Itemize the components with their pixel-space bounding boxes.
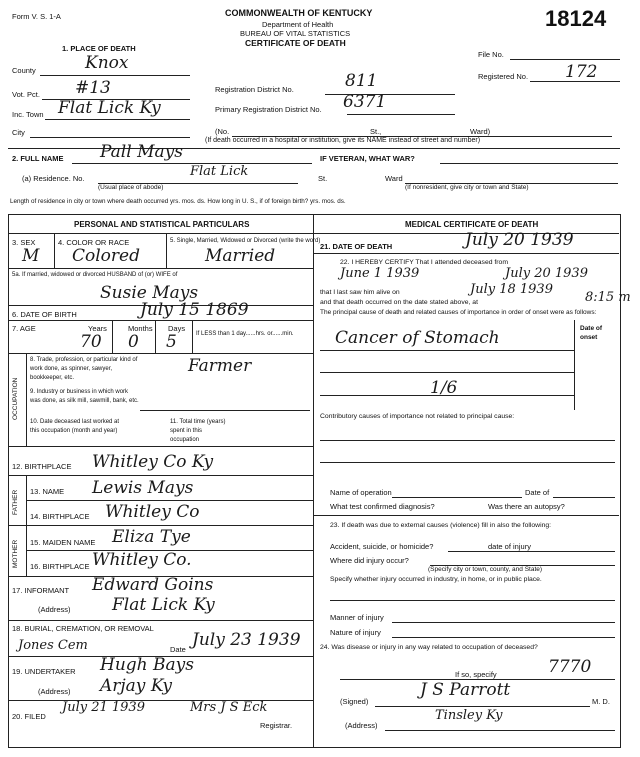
cause-line-2 xyxy=(320,372,574,373)
dod-label: 21. DATE OF DEATH xyxy=(320,242,393,251)
manner-line xyxy=(392,622,615,623)
signed-value: J S Parrott xyxy=(420,680,511,700)
form-number: Form V. S. 1-A xyxy=(12,12,61,21)
attended-to-value: July 20 1939 xyxy=(505,266,588,281)
full-name-value: Pall Mays xyxy=(100,142,183,162)
mother-birthplace-value: Whitley Co. xyxy=(92,550,192,570)
center-divider xyxy=(313,214,314,747)
primary-reg-value: 6371 xyxy=(343,92,387,112)
bureau: BUREAU OF VITAL STATISTICS xyxy=(240,29,351,38)
father-birthplace-value: Whitley Co xyxy=(105,502,200,522)
occupation-side-label: OCCUPATION xyxy=(12,377,19,420)
color-label: 4. COLOR OR RACE xyxy=(58,238,130,247)
no-label: (No. xyxy=(215,127,230,136)
cause-line-3 xyxy=(320,395,574,396)
specify-line-1 xyxy=(330,600,615,601)
file-no-label: File No. xyxy=(478,50,504,59)
undertaker-address-value: Arjay Ky xyxy=(100,676,173,696)
duration-value: 1/6 xyxy=(430,378,458,398)
row-rule-4 xyxy=(8,353,313,354)
primary-reg-line xyxy=(347,114,455,115)
registered-no-value: 172 xyxy=(565,62,598,82)
specify-label: Specify whether injury occurred in industry, in home, or in public place. xyxy=(330,576,542,583)
diagnosis-label: What test confirmed diagnosis? xyxy=(330,502,435,511)
primary-reg-label: Primary Registration District No. xyxy=(215,105,322,114)
occupation-b-label: 9. Industry or business in which work was done, as silk mill, sawmill, bank, etc. xyxy=(30,389,139,404)
operation-date-line xyxy=(553,497,615,498)
father-name-label: 13. NAME xyxy=(30,487,65,496)
attended-from-value: June 1 1939 xyxy=(340,266,420,281)
county-label: County xyxy=(12,66,36,75)
burial-value: Jones Cem xyxy=(18,638,88,653)
file-no-line xyxy=(510,59,620,60)
spouse-value: Susie Mays xyxy=(100,283,199,303)
last-saw-value: July 18 1939 xyxy=(470,282,553,297)
signed-label: (Signed) xyxy=(340,697,369,706)
birthplace-value: Whitley Co Ky xyxy=(92,452,214,472)
if-so-label: If so, specify xyxy=(455,670,497,679)
occupation-d-label: 11. Total time (years) spent in this occupation xyxy=(170,419,226,443)
contributory-label: Contributory causes of importance not related to principal cause: xyxy=(320,413,515,420)
mother-name-value: Eliza Tye xyxy=(112,527,191,547)
contributory-line-1 xyxy=(320,440,615,441)
section-heading-rule-top xyxy=(8,214,619,215)
state-title: COMMONWEALTH OF KENTUCKY xyxy=(225,8,373,18)
burial-date-value: July 23 1939 xyxy=(192,630,301,650)
age-divider-2 xyxy=(155,320,156,353)
date-onset-label: Date of onset xyxy=(580,325,603,341)
place-heading: 1. PLACE OF DEATH xyxy=(62,44,136,53)
sex-divider xyxy=(54,233,55,268)
age-days-value: 5 xyxy=(166,332,177,352)
less-than-label: If LESS than 1 day......hrs. or......min. xyxy=(196,331,294,337)
certificate-title: CERTIFICATE OF DEATH xyxy=(245,38,346,48)
occupation-a-label: 8. Trade, profession, or particular kind of work done, as spinner, sawyer, bookkeeper, etc. xyxy=(30,357,138,381)
dob-label: 6. DATE OF BIRTH xyxy=(12,310,77,319)
full-name-label: 2. FULL NAME xyxy=(12,154,64,163)
veteran-line xyxy=(440,163,618,164)
age-days-label: Days xyxy=(168,324,186,333)
father-birthplace-label: 14. BIRTHPLACE xyxy=(30,512,90,521)
operation-label: Name of operation xyxy=(330,488,392,497)
occupation-a-value: Farmer xyxy=(188,356,252,376)
certificate-number: 18124 xyxy=(545,6,607,31)
birthplace-label: 12. BIRTHPLACE xyxy=(12,462,72,471)
dob-value: July 15 1869 xyxy=(140,300,249,320)
mother-birthplace-label: 16. BIRTHPLACE xyxy=(30,562,90,571)
marital-value: Married xyxy=(205,246,276,266)
usual-place-note: (Usual place of abode) xyxy=(98,184,164,191)
contributory-line-2 xyxy=(320,462,615,463)
color-value: Colored xyxy=(72,246,140,266)
filed-label: 20. FILED xyxy=(12,712,46,721)
informant-address-value: Flat Lick Ky xyxy=(112,595,215,615)
row-rule-1 xyxy=(8,268,313,269)
row-rule-3 xyxy=(8,320,313,321)
residence-label: (a) Residence. No. xyxy=(22,174,85,183)
undertaker-label: 19. UNDERTAKER xyxy=(12,667,76,676)
filed-value: July 21 1939 xyxy=(62,700,145,715)
md-label: M. D. xyxy=(592,697,610,706)
length-residence-line: Length of residence in city or town where death occurred yrs. mos. ds. How long in U. S., if of foreign birth? yrs. mos. ds. xyxy=(10,198,346,205)
certify-label: 22. I HEREBY CERTIFY That I attended deceased from xyxy=(340,259,508,266)
age-divider-3 xyxy=(192,320,193,353)
autopsy-label: Was there an autopsy? xyxy=(488,502,565,511)
color-divider xyxy=(166,233,167,268)
occupation-side-divider xyxy=(26,353,27,446)
informant-label: 17. INFORMANT xyxy=(12,586,70,595)
burial-date-label: Date xyxy=(170,645,186,654)
nature-label: Nature of injury xyxy=(330,628,381,637)
department: Department of Health xyxy=(262,20,334,29)
reg-district-label: Registration District No. xyxy=(215,85,294,94)
nature-line xyxy=(392,637,615,638)
where-label: Where did injury occur? xyxy=(330,556,409,565)
registrar-label: Registrar. xyxy=(260,721,293,730)
ward-label: Ward) xyxy=(470,127,491,136)
principal-label: The principal cause of death and related causes of importance in order of onset were as follows: xyxy=(320,309,597,316)
disease-label: 24. Was disease or injury in any way related to occupation of deceased? xyxy=(320,644,538,651)
undertaker-value: Hugh Bays xyxy=(100,655,194,675)
spouse-label: 5a. If married, widowed or divorced HUSBAND of (or) WIFE of xyxy=(12,272,178,278)
age-months-value: 0 xyxy=(128,332,139,352)
residence-st-label: St. xyxy=(318,174,328,183)
signer-address-label: (Address) xyxy=(345,721,378,730)
where-note: (Specify city or town, county, and State) xyxy=(428,566,543,573)
registrar-value: Mrs J S Eck xyxy=(190,700,268,715)
external-label: 23. If death was due to external causes (violence) fill in also the following: xyxy=(330,522,552,529)
registered-no-label: Registered No. xyxy=(478,72,529,81)
operation-line xyxy=(392,497,522,498)
hospital-note: (If death occurred in a hospital or institution, give its NAME instead of street and number) xyxy=(205,137,481,144)
residence-value: Flat Lick xyxy=(190,164,249,179)
row-rule-6 xyxy=(8,475,313,476)
row-rule-8 xyxy=(8,525,313,526)
vot-label: Vot. Pct. xyxy=(12,90,40,99)
dod-rule xyxy=(313,253,619,254)
age-label: 7. AGE xyxy=(12,324,36,333)
medical-heading: MEDICAL CERTIFICATE OF DEATH xyxy=(405,220,539,229)
residence-ward-label: Ward xyxy=(385,174,403,183)
external-rule xyxy=(313,515,619,516)
cause-line-1 xyxy=(320,350,574,351)
manner-label: Manner of injury xyxy=(330,613,384,622)
nonresident-note: (If nonresident, give city or town and State) xyxy=(405,184,529,191)
age-months-label: Months xyxy=(128,324,153,333)
sex-label: 3. SEX xyxy=(12,238,36,247)
inc-town-label: Inc. Town xyxy=(12,110,44,119)
informant-value: Edward Goins xyxy=(92,575,214,595)
injury-date-label: date of injury xyxy=(488,542,531,551)
signed-line xyxy=(375,706,590,707)
occupation-c-label: 10. Date deceased last worked at this occupation (month and year) xyxy=(30,419,120,434)
signer-address-line xyxy=(385,730,615,731)
county-value: Knox xyxy=(85,53,129,73)
veteran-label: IF VETERAN, WHAT WAR? xyxy=(320,154,415,163)
undertaker-address-label: (Address) xyxy=(38,687,71,696)
operation-date-label: Date of xyxy=(525,488,550,497)
age-divider-1 xyxy=(112,320,113,353)
father-side-label: FATHER xyxy=(12,489,19,515)
burial-label: 18. BURIAL, CREMATION, OR REMOVAL xyxy=(12,624,154,633)
inc-town-value: Flat Lick Ky xyxy=(58,98,161,118)
marital-label: 5. Single, Married, Widowed or Divorced (write the word) xyxy=(170,238,321,244)
occurred-label: and that death occurred on the date stated above, at xyxy=(320,299,478,306)
sex-value: M xyxy=(22,246,40,266)
dod-value: July 20 1939 xyxy=(465,230,574,250)
row-rule-7 xyxy=(26,500,313,501)
informant-address-label: (Address) xyxy=(38,605,71,614)
city-label: City xyxy=(12,128,25,137)
age-years-value: 70 xyxy=(80,332,102,352)
occupation-b-line xyxy=(140,410,310,411)
county-line xyxy=(40,75,190,76)
occurred-time-value: 8:15 m xyxy=(585,290,631,305)
reg-district-value: 811 xyxy=(345,71,378,91)
cause-value: Cancer of Stomach xyxy=(335,328,500,348)
accident-line xyxy=(448,551,615,552)
signer-address-value: Tinsley Ky xyxy=(435,708,503,723)
city-line xyxy=(30,137,190,138)
if-so-value: 7770 xyxy=(548,657,592,677)
mother-side-label: MOTHER xyxy=(12,539,19,568)
mother-name-label: 15. MAIDEN NAME xyxy=(30,538,96,547)
accident-label: Accident, suicide, or homicide? xyxy=(330,542,434,551)
onset-divider xyxy=(574,320,575,410)
inc-town-line xyxy=(45,119,190,120)
st-label: St., xyxy=(370,127,382,136)
last-saw-label: that I last saw him alive on xyxy=(320,289,400,296)
age-years-label: Years xyxy=(88,324,107,333)
row-rule-5 xyxy=(8,446,313,447)
personal-heading: PERSONAL AND STATISTICAL PARTICULARS xyxy=(74,220,250,229)
vot-value: #13 xyxy=(75,78,111,98)
father-name-value: Lewis Mays xyxy=(92,478,194,498)
row-rule-11 xyxy=(8,620,313,621)
